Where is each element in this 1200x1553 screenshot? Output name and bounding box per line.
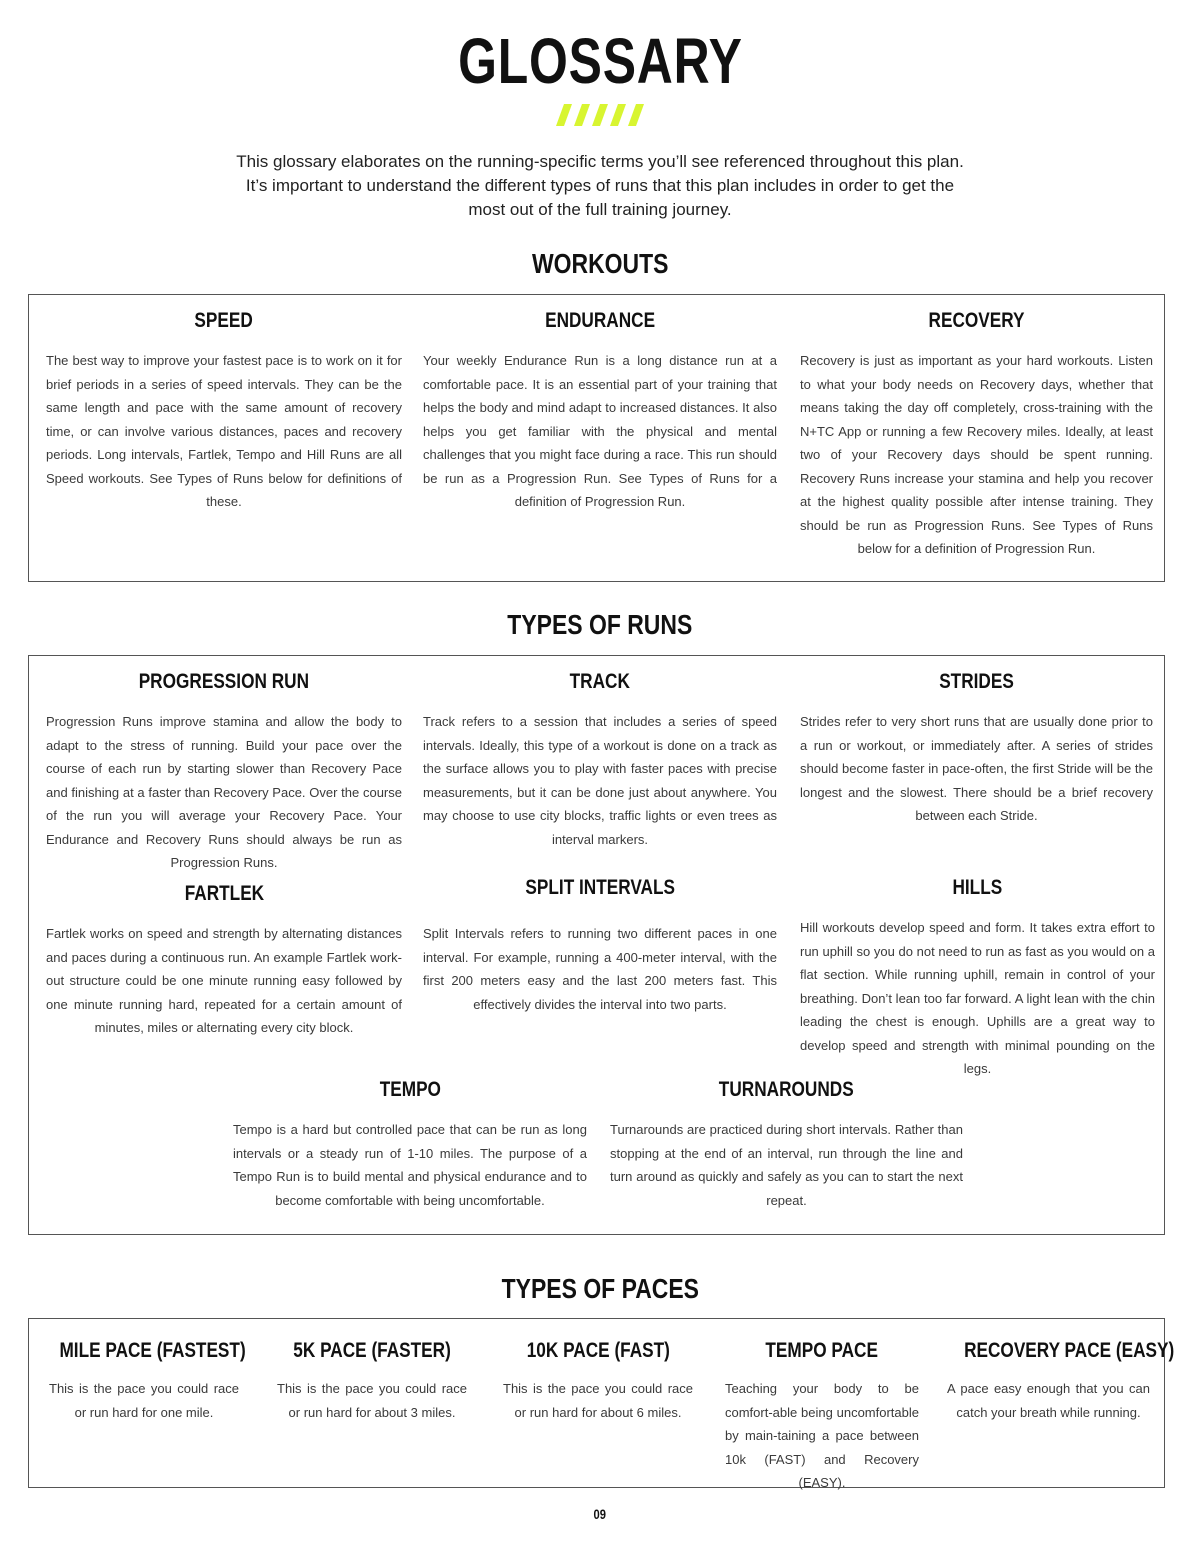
page-number: 09 [593, 1506, 607, 1522]
workouts-box [28, 294, 1165, 582]
glossary-entry-split-intervals [423, 876, 777, 1016]
section-title-workouts: WORKOUTS [531, 248, 669, 279]
term-heading: TRACK [569, 670, 631, 693]
term-heading: 5K PACE (FASTER) [293, 1339, 451, 1362]
term-heading: TEMPO [379, 1078, 441, 1101]
term-heading: SPLIT INTERVALS [525, 876, 675, 899]
section-title-types-of-paces: TYPES OF PACES [501, 1273, 699, 1304]
types-of-runs-box [28, 655, 1165, 1235]
term-heading: FARTLEK [184, 882, 264, 905]
term-description: Fartlek works on speed and strength by alternating distances and paces during a continuous run. An example Fartlek work-out structure could be one minute running easy followed by one minute running hard, repeated for a certain amount of minutes, miles or alternating every city block. [46, 926, 402, 1035]
term-heading: RECOVERY PACE (EASY) [964, 1339, 1175, 1362]
glossary-entry-10k-pace [493, 1339, 703, 1424]
section-title-types-of-runs: TYPES OF RUNS [507, 609, 693, 640]
term-heading: TEMPO PACE [765, 1339, 879, 1362]
term-description: Strides refer to very short runs that are usually done prior to a run or workout, or immediately after. A series of strides should become faster in pace-often, the first Stride will be the longest and the slowest. There should be a brief recovery between each Stride. [800, 714, 1153, 823]
glossary-entry-mile-pace [39, 1339, 249, 1424]
glossary-entry-speed [46, 309, 402, 514]
term-description: Split Intervals refers to running two different paces in one interval. For example, running a 400-meter interval, with the first 200 meters easy and the last 200 meters fast. This effectively divides the interval into two parts. [423, 926, 777, 1012]
glossary-entry-recovery-pace [941, 1339, 1175, 1424]
glossary-entry-endurance [423, 309, 777, 514]
term-heading: ENDURANCE [544, 309, 656, 332]
page-title [0, 24, 1200, 98]
term-description: Track refers to a session that includes a series of speed intervals. Ideally, this type of a workout is done on a track as the surface allows you to play with faster paces with precise measurements, but it can be done just about anywhere. You may choose to use city blocks, traffic lights or even trees as interval markers. [423, 714, 777, 847]
glossary-entry-5k-pace [267, 1339, 477, 1424]
term-heading: RECOVERY [928, 309, 1025, 332]
page-title-text: GLOSSARY [457, 25, 743, 97]
term-description: This is the pace you could race or run hard for one mile. [49, 1381, 239, 1420]
glossary-entry-turnarounds [610, 1078, 963, 1212]
term-heading: 10K PACE (FAST) [526, 1339, 670, 1362]
term-description: Recovery is just as important as your hard workouts. Listen to what your body needs on Recovery days, whether that means taking the day off completely, cross-training with the N+TC App or running a few Recovery miles. Ideally, at least two of your Recovery days should be spent running. Recovery Runs increase your stamina and help you recover at the highest quality possible after intense training. They should be run as Progression Runs. See Types of Runs below for a definition of Progression Run. [800, 353, 1153, 556]
glossary-entry-track [423, 670, 777, 851]
term-description: Hill workouts develop speed and form. It takes extra effort to run uphill so you do not need to run as fast as you would on a flat section. While running uphill, remain in control of your breathing. Don’t lean too far forward. A light lean with the chin leading the chest is enough. Uphills are a great way to develop speed and strength with minimal pounding on the legs. [800, 920, 1155, 1076]
term-description: Your weekly Endurance Run is a long distance run at a comfortable pace. It is an essential part of your training that helps the body and mind adapt to increased distances. It also helps you get familiar with the physical and mental challenges that you might face during a race. This run should be run as a Progression Run. See Types of Runs for a definition of Progression Run. [423, 353, 777, 509]
glossary-entry-fartlek [46, 882, 402, 1040]
glossary-entry-strides [800, 670, 1153, 828]
term-description: A pace easy enough that you can catch your breath while running. [947, 1381, 1150, 1420]
term-description: Turnarounds are practiced during short intervals. Rather than stopping at the end of an interval, run through the line and turn around as quickly and safely as you can to start the next repeat. [610, 1122, 963, 1208]
term-description: Progression Runs improve stamina and allow the body to adapt to the stress of running. Build your pace over the course of each run by starting slower than Recovery Pace and finishing at a faster than Recovery Pace. Over the course of the run you will average your Recovery Pace. Your Endurance and Recovery Runs should always be run as Progression Runs. [46, 714, 402, 870]
glossary-entry-tempo [233, 1078, 587, 1212]
types-of-paces-box [28, 1318, 1175, 1490]
term-heading: TURNAROUNDS [719, 1078, 854, 1101]
glossary-entry-progression-run [46, 670, 402, 875]
glossary-entry-tempo-pace [717, 1339, 927, 1495]
glossary-entry-recovery [800, 309, 1153, 561]
term-heading: STRIDES [939, 670, 1014, 693]
glossary-entry-hills [800, 876, 1155, 1081]
term-description: This is the pace you could race or run hard for about 6 miles. [503, 1381, 693, 1420]
term-description: Teaching your body to be comfort-able being uncomfortable by main-taining a pace between 10k (FAST) and Recovery (EASY). [725, 1381, 919, 1490]
accent-stripes-icon [556, 104, 644, 126]
term-description: The best way to improve your fastest pace is to work on it for brief periods in a series of speed intervals. They can be the same length and pace with the same amount of recovery time, or can involve various distances, paces and recovery periods. Long intervals, Fartlek, Tempo and Hill Runs are all Speed workouts. See Types of Runs below for definitions of these. [46, 353, 402, 509]
term-heading: MILE PACE (FASTEST) [59, 1339, 246, 1362]
intro-paragraph: This glossary elaborates on the running-specific terms you’ll see referenced throughout this plan. It’s important to understand the different types of runs that this plan includes in order to get the most out of the full training journey. [236, 152, 964, 219]
term-heading: HILLS [952, 876, 1003, 899]
term-description: Tempo is a hard but controlled pace that can be run as long intervals or a steady run of 1-10 miles. The purpose of a Tempo Run is to build mental and physical endurance and to become comfortable with being uncomfortable. [233, 1122, 587, 1208]
term-heading: PROGRESSION RUN [138, 670, 310, 693]
term-description: This is the pace you could race or run hard for about 3 miles. [277, 1381, 467, 1420]
term-heading: SPEED [194, 309, 254, 332]
